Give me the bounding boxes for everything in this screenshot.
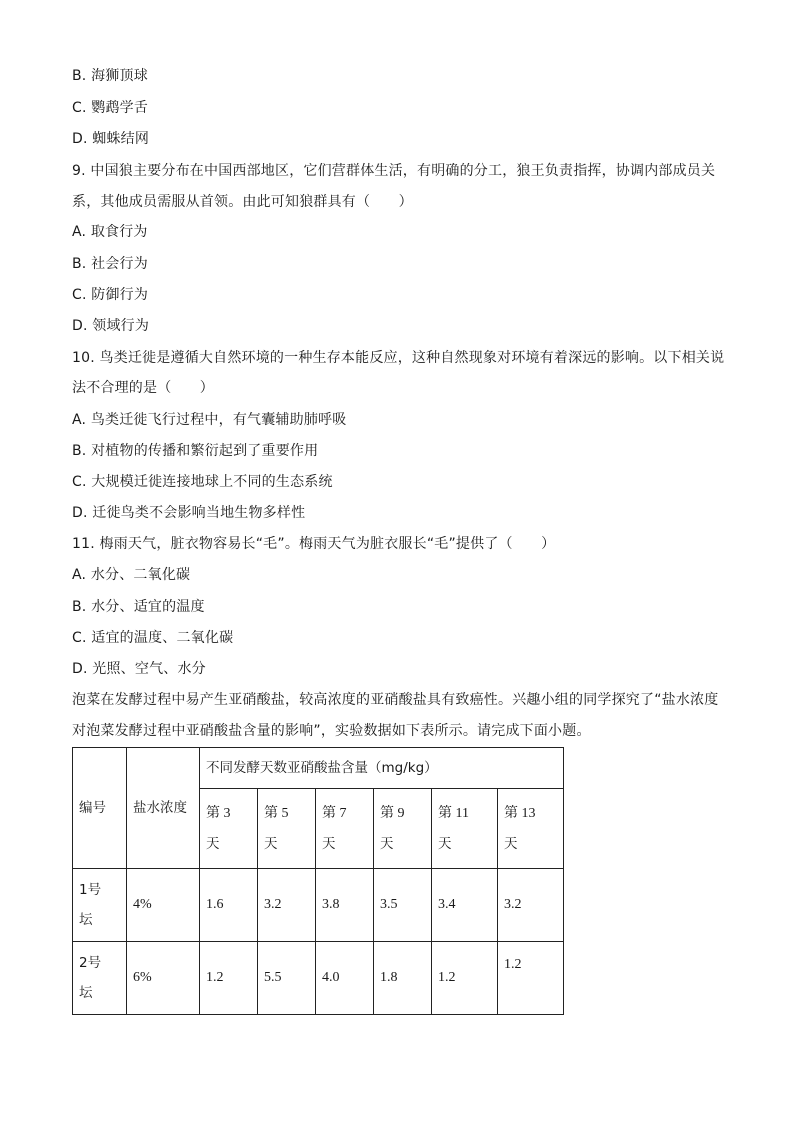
- header-day: [258, 789, 316, 869]
- table-header-row-1: [73, 748, 564, 789]
- day-bottom: 天: [438, 836, 452, 852]
- row-value: 5.5: [258, 942, 316, 1015]
- row-value: 4.0: [316, 942, 374, 1015]
- row-value: 1.2: [498, 942, 564, 1015]
- header-day: [200, 789, 258, 869]
- table-row: [73, 869, 564, 942]
- header-group: 不同发酵天数亚硝酸盐含量（mg/kg）: [200, 748, 564, 789]
- day-top: 第 9: [380, 806, 405, 821]
- header-day: [432, 789, 498, 869]
- q10-option-b: B. 对植物的传播和繁衍起到了重要作用: [72, 443, 319, 459]
- q11-stem: 11. 梅雨天气，脏衣物容易长“毛”。梅雨天气为脏衣服长“毛”提供了（ ）: [72, 536, 556, 552]
- row-value: 3.2: [498, 869, 564, 942]
- header-salt: 盐水浓度: [127, 748, 200, 869]
- q9-stem-line2: 系，其他成员需服从首领。由此可知狼群具有（ ）: [72, 194, 413, 210]
- nitrite-table: [72, 747, 564, 1015]
- header-id: 编号: [73, 748, 127, 869]
- day-bottom: 天: [504, 836, 518, 852]
- q8-option-c: C. 鹦鹉学舌: [72, 100, 149, 116]
- table-row: [73, 942, 564, 1015]
- q11-option-d: D. 光照、空气、水分: [72, 661, 206, 677]
- row-value: 1.6: [200, 869, 258, 942]
- q11-option-b: B. 水分、适宜的温度: [72, 599, 205, 615]
- day-bottom: 天: [380, 836, 394, 852]
- q11-option-a: A. 水分、二氧化碳: [72, 567, 191, 583]
- day-top: 第 3: [206, 806, 231, 821]
- row-id-bottom: 坛: [79, 985, 93, 1001]
- row-value: 1.2: [432, 942, 498, 1015]
- q10-option-d: D. 迁徙鸟类不会影响当地生物多样性: [72, 505, 306, 521]
- day-top: 第 5: [264, 806, 289, 821]
- row-value: 3.5: [374, 869, 432, 942]
- q10-stem-line1: 10. 鸟类迁徙是遵循大自然环境的一种生存本能反应，这种自然现象对环境有着深远的影响。以下相关说: [72, 350, 725, 366]
- header-day: [374, 789, 432, 869]
- row-salt: 6%: [127, 942, 200, 1015]
- row-salt: 4%: [127, 869, 200, 942]
- intro-line2: 对泡菜发酵过程中亚硝酸盐含量的影响”，实验数据如下表所示。请完成下面小题。: [72, 723, 591, 739]
- q9-option-c: C. 防御行为: [72, 287, 149, 303]
- header-day: [316, 789, 374, 869]
- day-top: 第 13: [504, 806, 536, 821]
- q11-option-c: C. 适宜的温度、二氧化碳: [72, 630, 234, 646]
- q9-option-b: B. 社会行为: [72, 256, 148, 272]
- day-bottom: 天: [206, 836, 220, 852]
- q8-option-d: D. 蜘蛛结网: [72, 131, 150, 147]
- day-top: 第 7: [322, 806, 347, 821]
- header-day: [498, 789, 564, 869]
- q9-option-d: D. 领域行为: [72, 318, 150, 334]
- row-id: [73, 942, 127, 1015]
- q9-stem-line1: 9. 中国狼主要分布在中国西部地区，它们营群体生活，有明确的分工，狼王负责指挥，协调内部成员关: [72, 163, 716, 179]
- row-value: 3.8: [316, 869, 374, 942]
- row-value: 3.4: [432, 869, 498, 942]
- intro-line1: 泡菜在发酵过程中易产生亚硝酸盐，较高浓度的亚硝酸盐具有致癌性。兴趣小组的同学探究了“盐水浓度: [72, 692, 719, 708]
- day-bottom: 天: [322, 836, 336, 852]
- row-id-bottom: 坛: [79, 912, 93, 928]
- q9-option-a: A. 取食行为: [72, 224, 148, 240]
- row-id: [73, 869, 127, 942]
- row-value: 1.2: [200, 942, 258, 1015]
- row-id-top: 1号: [79, 882, 102, 898]
- q10-option-c: C. 大规模迁徙连接地球上不同的生态系统: [72, 474, 333, 490]
- row-value: 1.8: [374, 942, 432, 1015]
- row-value: 3.2: [258, 869, 316, 942]
- day-bottom: 天: [264, 836, 278, 852]
- q10-option-a: A. 鸟类迁徙飞行过程中，有气囊辅助肺呼吸: [72, 412, 347, 428]
- day-top: 第 11: [438, 806, 469, 821]
- row-id-top: 2号: [79, 955, 102, 971]
- q8-option-b: B. 海狮顶球: [72, 68, 148, 84]
- q10-stem-line2: 法不合理的是（ ）: [72, 380, 214, 396]
